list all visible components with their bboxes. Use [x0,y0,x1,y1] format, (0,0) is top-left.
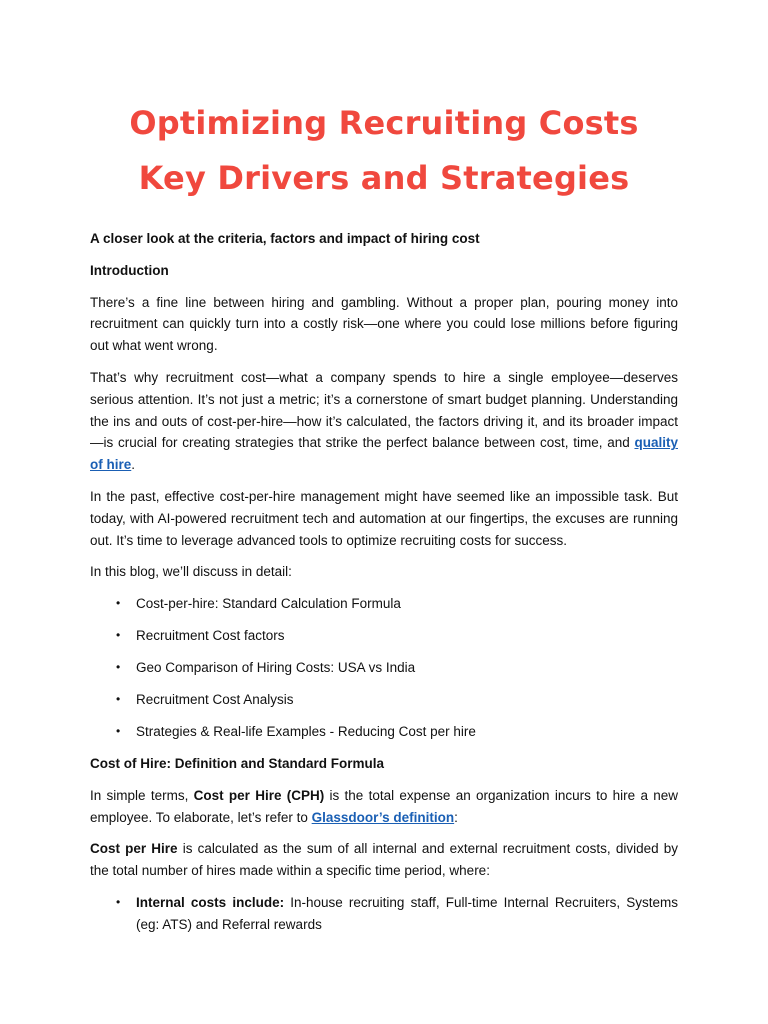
paragraph-2 [90,367,678,476]
document-title: Optimizing Recruiting Costs Key Drivers and Strategies [129,104,639,197]
list-item-text: Geo Comparison of Hiring Costs: USA vs India [136,660,416,676]
list-item-text: Cost-per-hire: Standard Calculation Formula [136,596,401,612]
internal-costs-label: Internal costs include: [136,895,285,911]
section-heading: Cost of Hire: Definition and Standard Formula [90,756,385,772]
glassdoor-definition-link[interactable]: Glassdoor’s definition [311,809,455,825]
paragraph-5 [90,785,678,829]
paragraph-2-text: That’s why recruitment cost—what a company spends to hire a single employee—deserves serious attention. It’s not just a metric; it’s a cornerstone of smart budget planning. Understanding the ins and outs of cost-per-hire—how it’s calculated, the factors driving it, and its broader impact—is crucial for creating strategies that strike the perfect balance between cost, time, and [90,369,678,451]
cost-list [90,892,678,936]
list-item [90,593,678,615]
paragraph-2-end: . [131,457,136,473]
bullet-icon: • [116,628,121,643]
paragraph-6-text: is calculated as the sum of all internal and external recruitment costs, divided by the total number of hires made within a specific time period, where: [90,841,678,879]
list-item [90,892,678,936]
bullet-icon: • [116,724,121,739]
bullet-icon: • [116,895,121,910]
topic-list [90,593,678,743]
paragraph-5-start: In simple terms, [90,787,194,803]
bullet-icon: • [116,596,121,611]
list-item [90,625,678,647]
paragraph-5-end: : [454,809,458,825]
paragraph-6 [90,838,678,882]
list-item-text: Recruitment Cost Analysis [136,692,294,708]
list-item-text: Strategies & Real-life Examples - Reducing Cost per hire [136,724,476,740]
list-item [90,689,678,711]
paragraph-5-mid: is the total expense an organization incurs to hire a new employee. To elaborate, let’s refer to [90,787,679,825]
bullet-icon: • [116,660,121,675]
list-item [90,657,678,679]
paragraph-4: In this blog, we’ll discuss in detail: [90,564,292,580]
cost-per-hire-term: Cost per Hire [90,841,178,857]
quality-of-hire-link[interactable]: quality of hire [90,435,678,473]
subtitle: A closer look at the criteria, factors and impact of hiring cost [90,231,480,246]
list-item [90,721,678,743]
document-page [90,96,678,946]
paragraph-3: In the past, effective cost-per-hire management might have seemed like an impossible task. But today, with AI-powered recruitment tech and automation at our fingertips, the excuses are running out. It’s time to leverage advanced tools to optimize recruiting costs for success. [90,488,678,548]
paragraph-1: There’s a fine line between hiring and gambling. Without a proper plan, pouring money into recruitment can quickly turn into a costly risk—one where you could lose millions before figuring out what went wrong. [90,294,678,354]
internal-costs-text: In-house recruiting staff, Full-time Internal Recruiters, Systems (eg: ATS) and Referral rewards [136,895,678,932]
intro-heading: Introduction [90,262,169,278]
list-item-text: Recruitment Cost factors [136,628,285,644]
cph-term: Cost per Hire (CPH) [193,787,325,803]
bullet-icon: • [116,692,121,707]
